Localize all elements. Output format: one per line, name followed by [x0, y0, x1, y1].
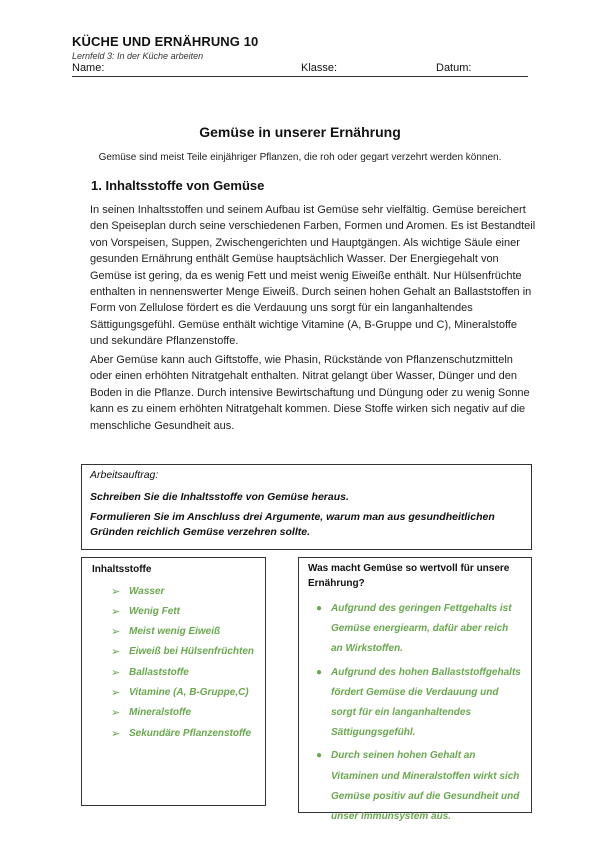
list-item — [308, 746, 522, 827]
dot-bullet-icon: ● — [316, 666, 323, 678]
dot-bullet-icon: ● — [316, 603, 323, 614]
section-heading: 1. Inhaltsstoffe von Gemüse — [91, 178, 265, 193]
arrow-bullet-icon: ➢ — [111, 686, 121, 699]
arrow-bullet-icon: ➢ — [111, 646, 121, 659]
arguments-list — [308, 599, 522, 827]
arguments-box — [298, 557, 532, 823]
list-item-text: Wenig Fett — [129, 605, 180, 617]
subtitle: Lernfeld 3: In der Küche arbeiten — [72, 51, 204, 61]
list-item-text: Eiweiß bei Hülsenfrüchten — [129, 646, 255, 658]
ingredients-box — [81, 557, 266, 806]
list-item-text: Sekundäre Pflanzenstoffe — [129, 727, 252, 739]
list-item — [308, 663, 522, 744]
arrow-bullet-icon: ➢ — [111, 707, 121, 720]
task-box — [81, 464, 532, 550]
worksheet-header — [72, 34, 528, 77]
list-item — [92, 728, 255, 748]
list-item-text: Meist wenig Eiweiß — [129, 626, 221, 638]
name-label: Name: — [72, 62, 105, 74]
intro-text: Gemüse sind meist Teile einjähriger Pflanzen, die roh oder gegart verzehrt werden können. — [98, 152, 502, 163]
name-class-date-row — [72, 62, 528, 77]
list-item-text: Durch seinen hohen Gehalt an Vitaminen und Mineralstoffen wirkt sich Gemüse positiv auf die Gesundheit und unser Immunsystem aus. — [331, 750, 520, 823]
list-item — [92, 606, 255, 626]
task-heading: Arbeitsauftrag: — [90, 469, 159, 481]
arguments-box-title: Was macht Gemüse so wertvoll für unsere Ernährung? — [308, 563, 510, 589]
list-item — [92, 646, 255, 666]
list-item-text: Aufgrund des hohen Ballaststoffgehalts fördert Gemüse die Verdauung und sorgt für ein langanhaltendes Sättigungsgefühl. — [331, 666, 521, 739]
body-paragraph-1: In seinen Inhaltsstoffen und seinem Aufbau ist Gemüse sehr vielfältig. Gemüse bereichert den Speiseplan durch seine verschiedenen Farben, Formen und Aromen. Es ist Bestandteil von Vorspeisen, Suppen, Zwischengerichten und Hauptgängen. Als wichtige Säule einer gesunden Ernährung enthält Gemüse hauptsächlich Wasser. Der Energiegehalt von Gemüse ist gering, da es wenig Fett und meist wenig Eiweiße enthält. Nur Hülsenfrüchte enthalten in nennenswerter Menge Eiweiß. Durch seinen hohen Gehalt an Ballaststoffen in Form von Zellulose fördert es die Verdauung uns sorgt für ein langanhaltendes Sättigungsgefühl. Gemüse enthält wichtige Vitamine (A, B-Gruppe und C), Mineralstoffe und sekundäre Pflanzenstoffe. — [90, 204, 536, 348]
list-item-text: Ballaststoffe — [129, 666, 189, 678]
list-item-text: Wasser — [129, 585, 165, 597]
arrow-bullet-icon: ➢ — [111, 605, 121, 618]
list-item-text: Vitamine (A, B-Gruppe,C) — [129, 686, 249, 698]
arrow-bullet-icon: ➢ — [111, 626, 121, 639]
dot-bullet-icon: ● — [316, 750, 323, 762]
list-item-text: Mineralstoffe — [129, 707, 192, 719]
arrow-bullet-icon: ➢ — [111, 666, 121, 679]
page-title: Gemüse in unserer Ernährung — [199, 124, 401, 140]
arrow-bullet-icon: ➢ — [111, 727, 121, 740]
list-item — [92, 586, 255, 606]
list-item — [308, 599, 522, 660]
task-instruction-2: Formulieren Sie im Anschluss drei Argumente, warum man aus gesundheitlichen Gründen reichlich Gemüse verzehren sollte. — [90, 511, 495, 538]
task-instruction-1: Schreiben Sie die Inhaltsstoffe von Gemüse heraus. — [90, 491, 349, 503]
arrow-bullet-icon: ➢ — [111, 585, 121, 598]
class-label: Klasse: — [301, 62, 338, 74]
ingredients-box-title: Inhaltsstoffe — [92, 564, 152, 575]
ingredients-list — [92, 586, 255, 748]
list-item-text: Aufgrund des geringen Fettgehalts ist Gemüse energiearm, dafür aber reich an Wirkstoffen. — [331, 603, 512, 655]
course-title: KÜCHE UND ERNÄHRUNG 10 — [72, 34, 259, 49]
body-paragraph-2: Aber Gemüse kann auch Giftstoffe, wie Phasin, Rückstände von Pflanzenschutzmitteln oder einen erhöhten Nitratgehalt enthalten. Nitrat gelangt über Wasser, Dünger und den Boden in die Pflanze. Durch intensive Bewirtschaftung und Düngung oder zu wenig Sonne kann es zu einem erhöhten Nitratgehalt kommen. Diese Stoffe wirken sich negativ auf die menschliche Gesundheit aus. — [90, 354, 530, 432]
list-item — [92, 707, 255, 727]
list-item — [92, 687, 255, 707]
list-item — [92, 626, 255, 646]
list-item — [92, 667, 255, 687]
date-label: Datum: — [436, 62, 472, 74]
